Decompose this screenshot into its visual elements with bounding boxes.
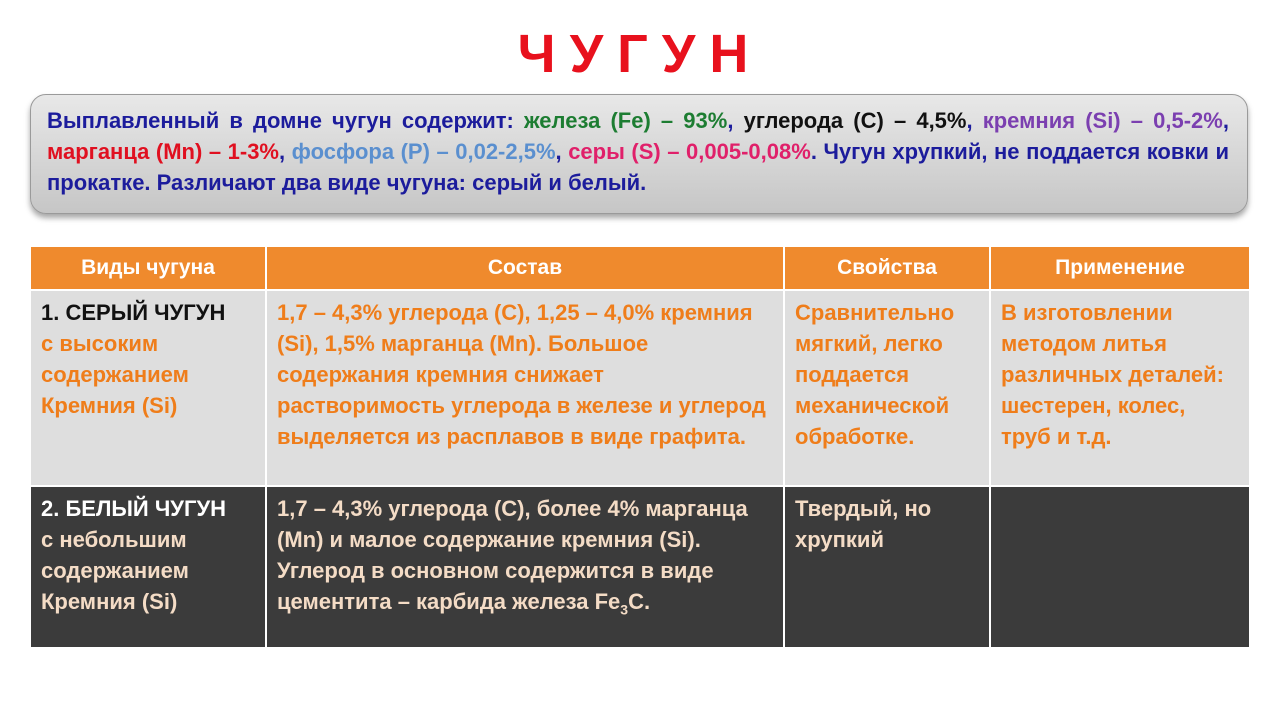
- table-header-row: [30, 246, 1250, 290]
- intro-conclusion: . Чугун хрупкий, не поддается ковки и прокатке. Различают два виде чугуна: серый и белый.: [47, 139, 1229, 195]
- white-iron-application: [990, 486, 1250, 648]
- gray-iron-properties: Сравнительно мягкий, легко поддается механической обработке.: [784, 290, 990, 486]
- white-iron-composition-text: 1,7 – 4,3% углерода (С), более 4% марганца (Mn) и малое содержание кремния (Si). Углерод в основном содержится в виде цементита – карбида железа Fe: [277, 496, 748, 614]
- manganese-content: марганца (Mn) – 1-3%: [47, 139, 279, 164]
- gray-iron-title: 1. СЕРЫЙ ЧУГУН: [41, 300, 226, 325]
- carbon-content: углерода (С) – 4,5%: [743, 108, 967, 133]
- header-types: Виды чугуна: [30, 246, 266, 290]
- phosphorus-content: фосфора (Р) – 0,02-2,5%: [291, 139, 556, 164]
- gray-iron-application: В изготовлении методом литья различных деталей: шестерен, колес, труб и т.д.: [990, 290, 1250, 486]
- separator: ,: [1222, 108, 1229, 133]
- separator: ,: [279, 139, 292, 164]
- white-iron-title: 2. БЕЛЫЙ ЧУГУН: [41, 496, 227, 521]
- cast-iron-table: [29, 245, 1251, 649]
- separator: ,: [966, 108, 983, 133]
- subscript-3: 3: [620, 601, 629, 618]
- separator: ,: [555, 139, 569, 164]
- white-iron-type-cell: [30, 486, 266, 648]
- white-iron-desc: с небольшим содержанием Кремния (Si): [41, 527, 189, 614]
- table-row-white-iron: [30, 486, 1250, 648]
- sulfur-content: серы (S) – 0,005-0,08%: [568, 139, 811, 164]
- table-row-gray-iron: [30, 290, 1250, 486]
- iron-content: железа (Fe) – 93%: [523, 108, 728, 133]
- gray-iron-type-cell: [30, 290, 266, 486]
- white-iron-composition: [266, 486, 784, 648]
- gray-iron-composition: 1,7 – 4,3% углерода (С), 1,25 – 4,0% кремния (Si), 1,5% марганца (Mn). Большое содержания кремния снижает растворимость углерода в железе и углерод выделяется из расплавов в виде графита.: [266, 290, 784, 486]
- header-application: Применение: [990, 246, 1250, 290]
- silicon-content: кремния (Si) – 0,5-2%: [982, 108, 1223, 133]
- separator: ,: [727, 108, 744, 133]
- intro-text: Выплавленный в домне чугун содержит:: [47, 108, 524, 133]
- white-iron-properties: Твердый, но хрупкий: [784, 486, 990, 648]
- white-iron-composition-end: С.: [628, 589, 651, 614]
- header-composition: Состав: [266, 246, 784, 290]
- intro-box: [30, 94, 1248, 214]
- gray-iron-desc: с высоким содержанием Кремния (Si): [41, 331, 189, 418]
- header-properties: Свойства: [784, 246, 990, 290]
- page-title: ЧУГУН: [517, 24, 763, 84]
